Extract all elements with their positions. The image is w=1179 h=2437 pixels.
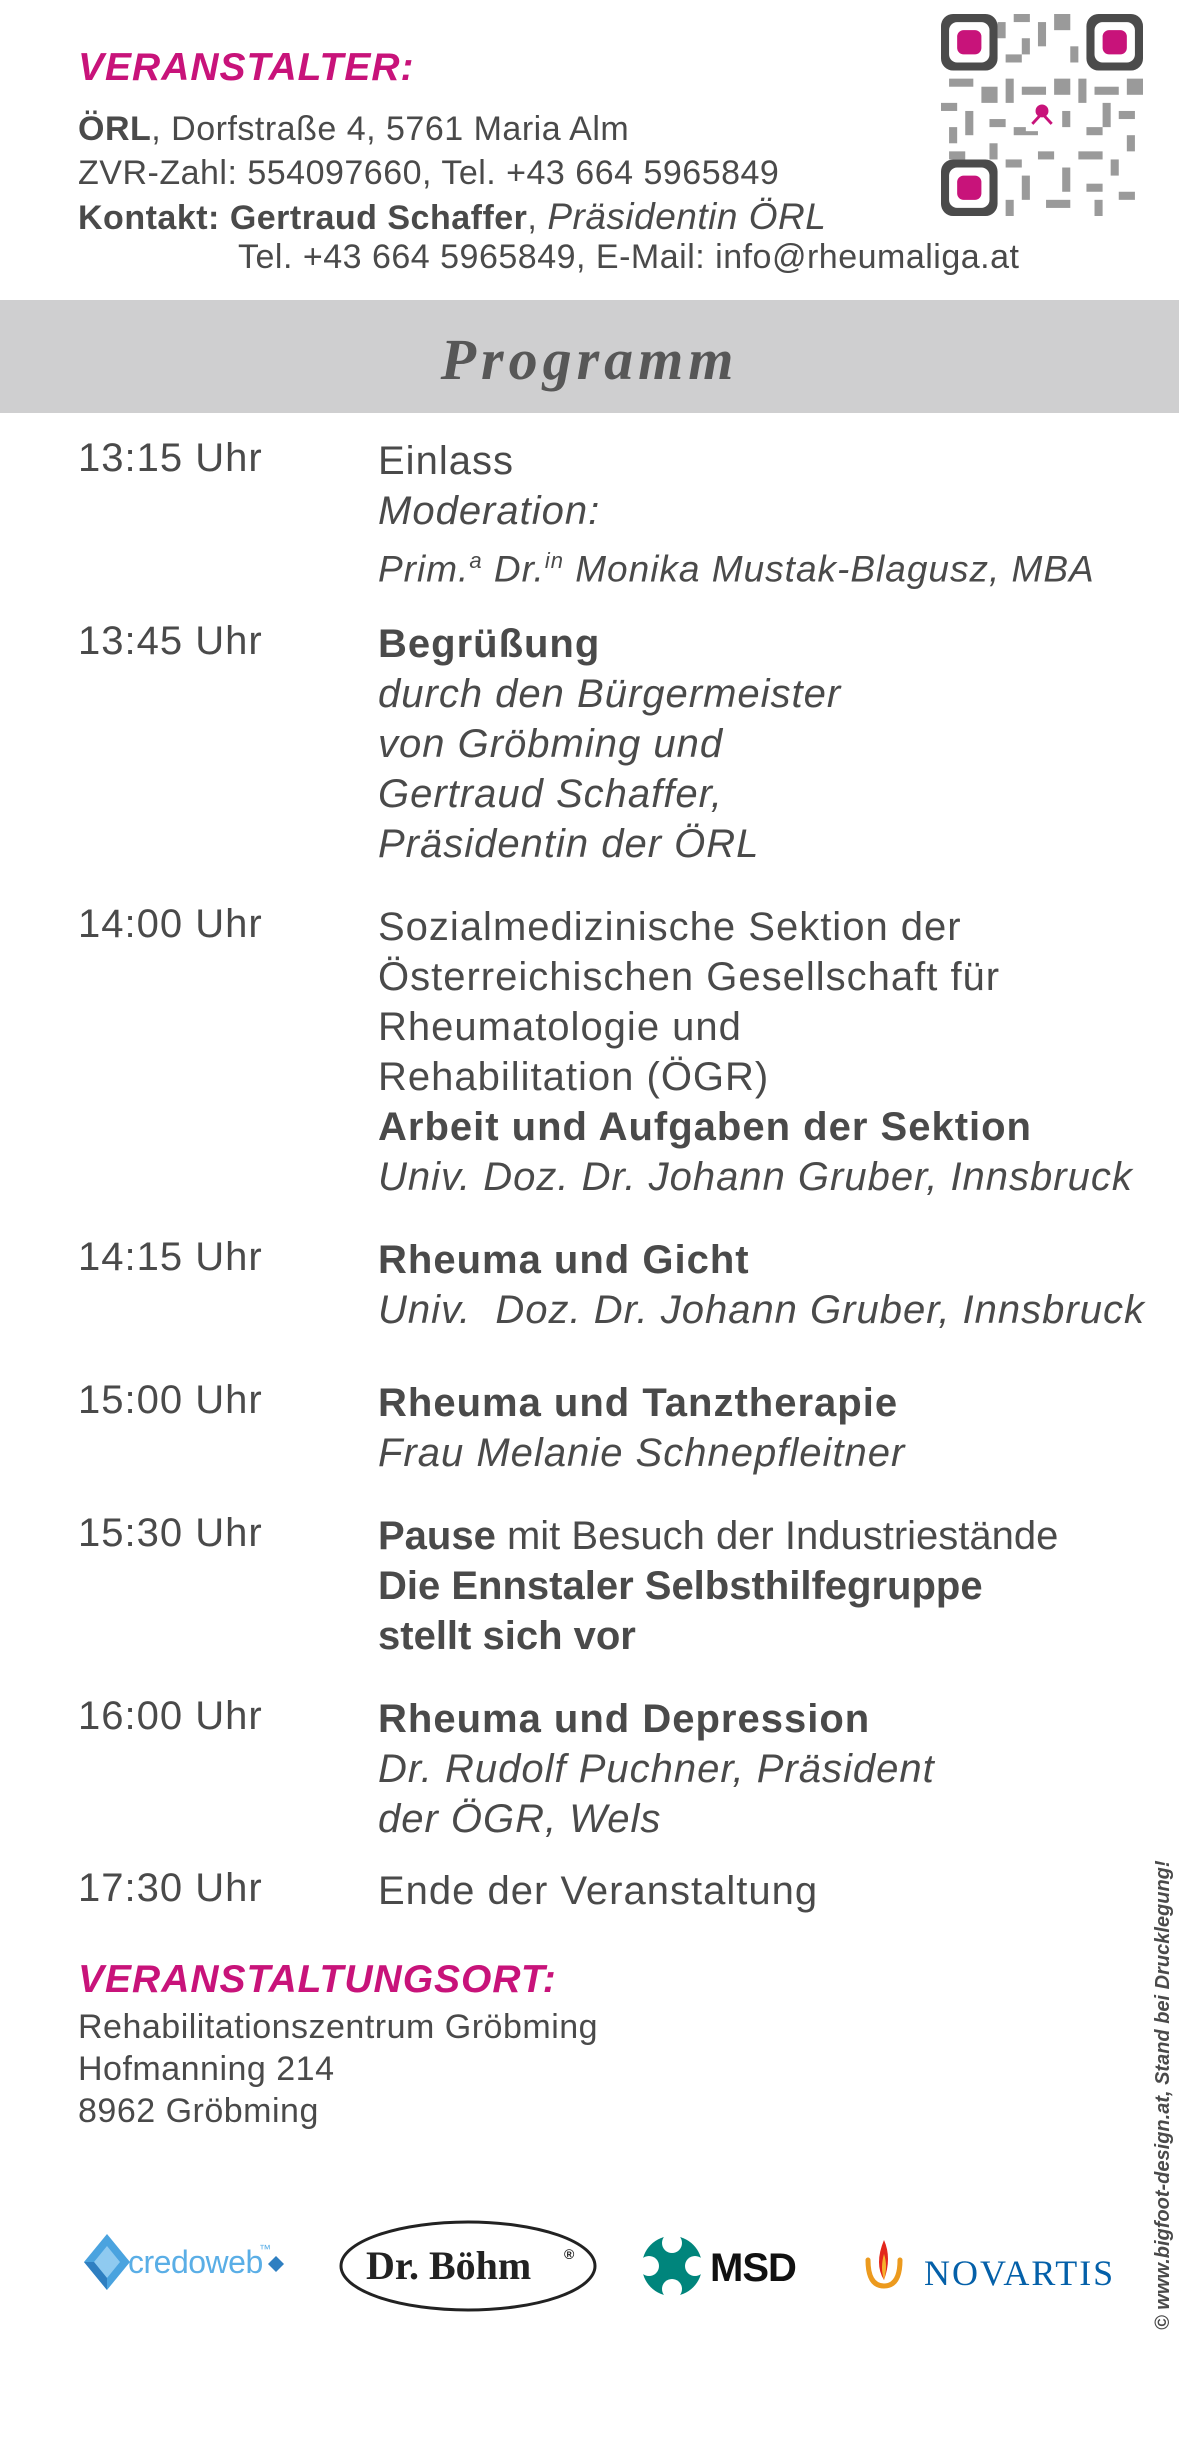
organizer-contact: Kontakt: Gertraud Schaffer, Präsidentin ÖRL bbox=[78, 196, 827, 237]
program-header-band bbox=[0, 300, 1179, 413]
organizer-heading: VERANSTALTER: bbox=[78, 46, 415, 89]
credoweb-logo: credoweb ™ bbox=[82, 2232, 292, 2298]
program-description: Pause mit Besuch der Industriestände Die Ennstaler Selbsthilfegruppe stellt sich vor bbox=[378, 1514, 1059, 1658]
program-description: Ende der Veranstaltung bbox=[378, 1869, 819, 1913]
venue-heading: VERANSTALTUNGSORT: bbox=[78, 1958, 557, 2001]
dr-boehm-logo: Dr. Böhm ® bbox=[338, 2218, 598, 2314]
program-time: 13:15 Uhr bbox=[78, 436, 263, 480]
program-time: 15:00 Uhr bbox=[78, 1378, 263, 1422]
program-description: Begrüßung durch den Bürgermeister von Gröbming und Gertraud Schaffer, Präsidentin der ÖRL bbox=[378, 622, 842, 866]
program-description: Sozialmedizinische Sektion der Österreichischen Gesellschaft für Rheumatologie und Rehabilitation (ÖGR) Arbeit und Aufgaben der Sektion Univ. Doz. Dr. Johann Gruber, Innsbruck bbox=[378, 905, 1133, 1199]
program-time: 17:30 Uhr bbox=[78, 1866, 263, 1910]
credoweb-diamond-icon bbox=[82, 2232, 132, 2298]
organizer-zvr: ZVR-Zahl: 554097660, Tel. +43 664 5965849 bbox=[78, 154, 780, 192]
copyright-note: © www.bigfoot-design.at, Stand bei Drucklegung! bbox=[1152, 1860, 1174, 2330]
qr-code[interactable] bbox=[941, 14, 1143, 216]
program-time: 13:45 Uhr bbox=[78, 619, 263, 663]
venue-name: Rehabilitationszentrum Gröbming bbox=[78, 2008, 599, 2046]
program-description: Rheuma und Tanztherapie Frau Melanie Schnepfleitner bbox=[378, 1381, 906, 1475]
msd-logo: MSD bbox=[640, 2234, 815, 2298]
novartis-flame-icon bbox=[862, 2236, 906, 2292]
program-description: Rheuma und Depression Dr. Rudolf Puchner, Präsident der ÖGR, Wels bbox=[378, 1697, 935, 1841]
organizer-phone-email: Tel. +43 664 5965849, E-Mail: info@rheumaliga.at bbox=[238, 238, 1020, 276]
program-time: 16:00 Uhr bbox=[78, 1694, 263, 1738]
program-time: 14:15 Uhr bbox=[78, 1235, 263, 1279]
program-time: 15:30 Uhr bbox=[78, 1511, 263, 1555]
credoweb-small-diamond-icon bbox=[268, 2256, 284, 2272]
novartis-logo: NOVARTIS bbox=[862, 2236, 1132, 2296]
program-description: Rheuma und Gicht Univ. Doz. Dr. Johann Gruber, Innsbruck bbox=[378, 1238, 1145, 1332]
msd-emblem-icon bbox=[640, 2234, 704, 2298]
program-heading: Programm bbox=[440, 327, 739, 392]
venue-city: 8962 Gröbming bbox=[78, 2092, 319, 2130]
program-description: Einlass Moderation: Prim.$^a$ Dr.$^{in}$ Monika Mustak-Blagusz, MBA bbox=[378, 439, 1095, 590]
venue-street: Hofmanning 214 bbox=[78, 2050, 335, 2088]
organizer-address: ÖRL, Dorfstraße 4, 5761 Maria Alm bbox=[78, 110, 630, 148]
program-time: 14:00 Uhr bbox=[78, 902, 263, 946]
